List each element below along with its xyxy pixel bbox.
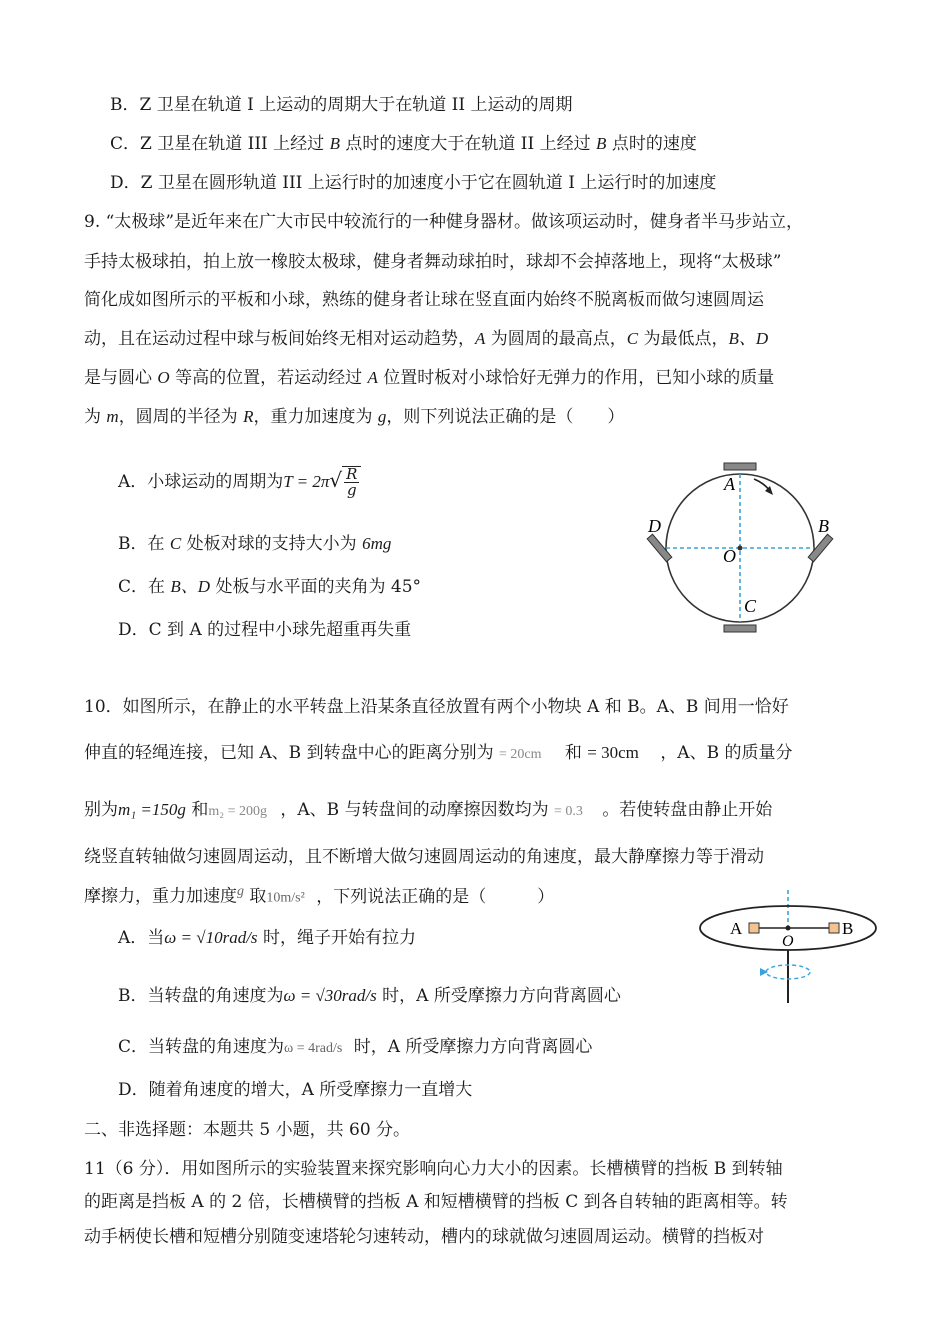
q9-label-a: A bbox=[724, 474, 735, 494]
q9-label-o: O bbox=[723, 546, 736, 566]
q9-label-d: D bbox=[648, 516, 661, 536]
q10-block-b bbox=[829, 923, 839, 933]
q8-option-c: C．Z 卫星在轨道 III 上经过 B 点时的速度大于在轨道 II 上经过 B 点时的速度 bbox=[110, 134, 697, 154]
q10-label-o: O bbox=[782, 933, 794, 950]
q9-center-dot bbox=[738, 546, 743, 551]
q10-stem-line3: 别为m₁ =150g 和m₂ = 200g ，A、B 与转盘间的动摩擦因数均为 = 0.3 。若使转盘由静止开始 bbox=[84, 800, 773, 820]
q10-label-b: B bbox=[842, 919, 854, 938]
q11-stem-line1: 11（6 分）．用如图所示的实验装置来探究影响向心力大小的因素。长槽横臂的挡板 B 到转轴 bbox=[84, 1159, 783, 1179]
q9-stem-line1: 9. “太极球”是近年来在广大市民中较流行的一种健身器材。做该项运动时，健身者半马步站立， bbox=[84, 212, 804, 232]
q9-stem-line6: 为 m，圆周的半径为 R，重力加速度为 g，则下列说法正确的是（ ） bbox=[84, 407, 625, 427]
q9-stem-line2: 手持太极球拍，拍上放一橡胶太极球，健身者舞动球拍时，球却不会掉落地上，现将“太极球” bbox=[84, 252, 782, 272]
q9-stem-line4: 动，且在运动过程中球与板间始终无相对运动趋势，A 为圆周的最高点，C 为最低点，B、D bbox=[84, 329, 769, 349]
q10-stem-line1: 10．如图所示，在静止的水平转盘上沿某条直径放置有两个小物块 A 和 B。A、B 间用一恰好 bbox=[84, 697, 789, 717]
q11-stem-line3: 动手柄使长槽和短槽分别随变速塔轮匀速转动，槽内的球就做匀速圆周运动。横臂的挡板对 bbox=[84, 1227, 764, 1247]
q9-top-board bbox=[724, 463, 756, 470]
q9-option-d: D．C 到 A 的过程中小球先超重再失重 bbox=[118, 620, 412, 640]
q8-option-b: B．Z 卫星在轨道 I 上运动的周期大于在轨道 II 上运动的周期 bbox=[110, 95, 573, 115]
q9-option-b: B．在 C 处板对球的支持大小为 6mg bbox=[118, 534, 392, 554]
q9-bottom-board bbox=[724, 625, 756, 632]
q10-center-dot bbox=[786, 926, 791, 931]
q9-label-c: C bbox=[744, 596, 757, 616]
q10-option-a: A．当ω = √10rad/s 时，绳子开始有拉力 bbox=[118, 928, 416, 948]
q10-option-d: D．随着角速度的增大，A 所受摩擦力一直增大 bbox=[118, 1080, 473, 1100]
q9-taiji-figure bbox=[640, 455, 850, 635]
section2-heading: 二、非选择题：本题共 5 小题，共 60 分。 bbox=[84, 1120, 411, 1140]
q9-stem-line5: 是与圆心 O 等高的位置，若运动经过 A 位置时板对小球恰好无弹力的作用，已知小球的质量 bbox=[84, 368, 775, 388]
q10-option-b: B．当转盘的角速度为ω = √30rad/s 时，A 所受摩擦力方向背离圆心 bbox=[118, 986, 621, 1006]
q9-option-a: A．小球运动的周期为T = 2π√ $\frac{R}{g}$ bbox=[118, 466, 361, 498]
q11-stem-line2: 的距离是挡板 A 的 2 倍，长槽横臂的挡板 A 和短槽横臂的挡板 C 到各自转轴的距离相等。转 bbox=[84, 1192, 788, 1212]
q10-option-c: C．当转盘的角速度为ω = 4rad/s 时，A 所受摩擦力方向背离圆心 bbox=[118, 1037, 593, 1057]
q9-label-b: B bbox=[818, 516, 829, 536]
q9-stem-line3: 简化成如图所示的平板和小球，熟练的健身者让球在竖直面内始终不脱离板而做匀速圆周运 bbox=[84, 290, 764, 310]
q10-stem-line4: 绕竖直转轴做匀速圆周运动，且不断增大做匀速圆周运动的角速度，最大静摩擦力等于滑动 bbox=[84, 847, 764, 867]
q10-stem-line2: 伸直的轻绳连接，已知 A、B 到转盘中心的距离分别为 = 20cm 和 = 30cm ，A、B 的质量分 bbox=[84, 743, 793, 763]
q9-option-c: C．在 B、D 处板与水平面的夹角为 45° bbox=[118, 577, 422, 597]
q8-option-d: D．Z 卫星在圆形轨道 III 上运行时的加速度小于它在圆轨道 I 上运行时的加速度 bbox=[110, 173, 717, 193]
q10-stem-line5: 摩擦力，重力加速度$^g$ 取10m/s² ，下列说法正确的是（ ） bbox=[84, 884, 555, 907]
q9-right-board bbox=[808, 534, 833, 561]
q10-block-a bbox=[749, 923, 759, 933]
q10-label-a: A bbox=[730, 919, 743, 938]
q10-turntable-figure bbox=[696, 888, 886, 1008]
